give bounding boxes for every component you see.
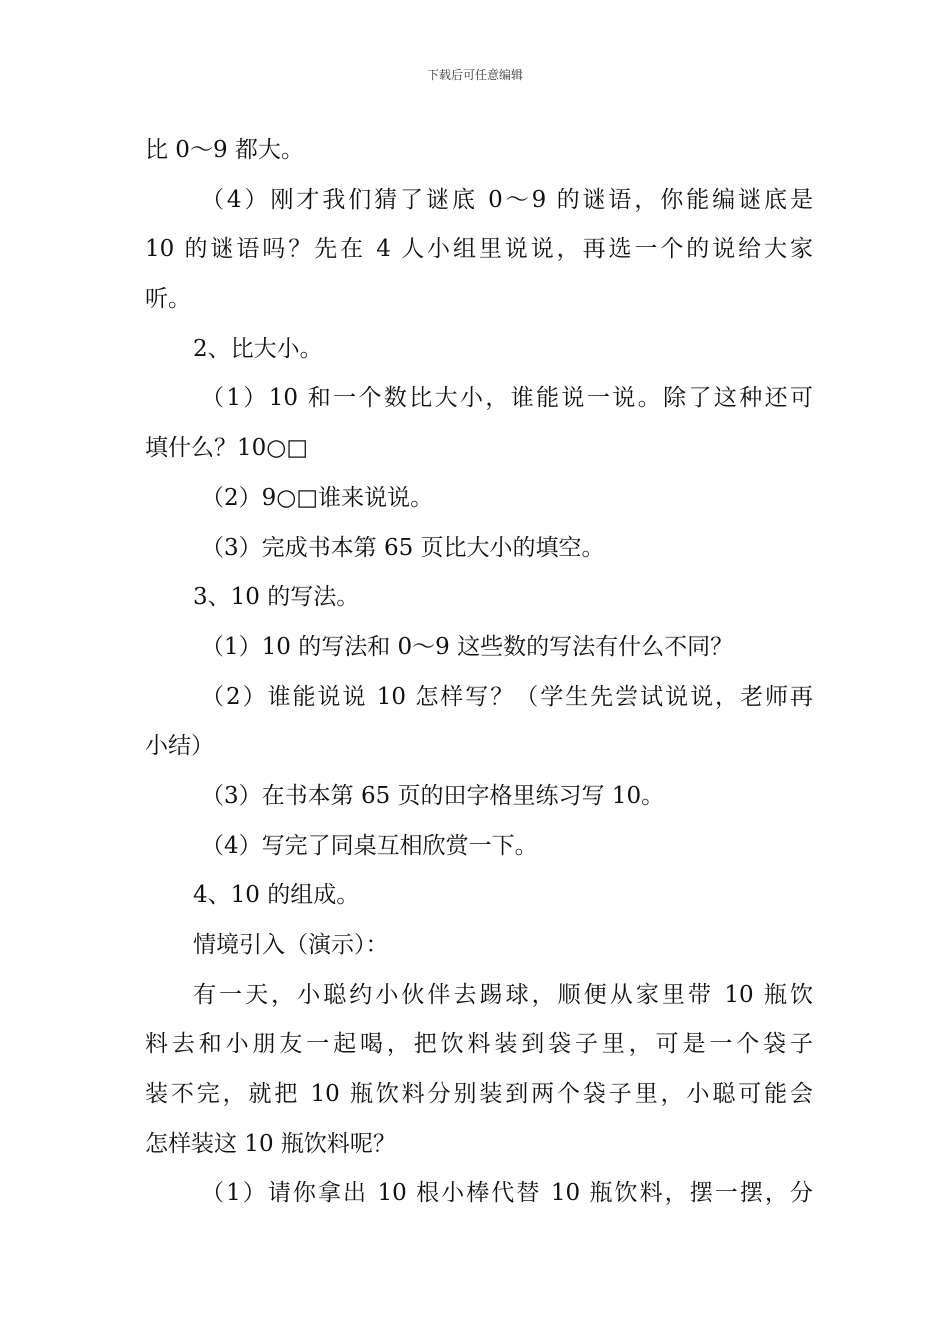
text-line: （1）10 和一个数比大小，谁能说一说。除了这种还可 [201,385,813,412]
text-line: （4）写完了同桌互相欣赏一下。 [201,832,538,859]
section-heading: 4、10 的组成。 [193,882,360,909]
text-line: 有一天，小聪约小伙伴去踢球，顺便从家里带 10 瓶饮 [193,981,813,1008]
text-line: （3）完成书本第 65 页比大小的填空。 [201,534,605,561]
text-line: 听。 [145,286,191,313]
section-heading: 3、10 的写法。 [193,584,360,611]
text-line: （3）在书本第 65 页的田字格里练习写 10。 [201,782,665,809]
text-line: 小结） [145,733,214,760]
text-line: （2）9○□谁来说说。 [201,484,434,511]
text-line: 怎样装这 10 瓶饮料呢？ [145,1130,396,1157]
text-line: （4）刚才我们猜了谜底 0～9 的谜语，你能编谜底是 [201,186,813,213]
text-line: 10 的谜语吗？先在 4 人小组里说说，再选一个的说给大家 [145,236,813,263]
text-line: （1）10 的写法和 0～9 这些数的写法有什么不同？ [201,633,734,660]
section-heading: 2、比大小。 [193,335,323,362]
text-line: 装不完，就把 10 瓶饮料分别装到两个袋子里，小聪可能会 [145,1081,813,1108]
text-line: 填什么？10○□ [145,435,309,462]
document-body [145,126,813,1219]
text-line: 情境引入（演示）： [193,932,389,958]
text-line: （1）请你拿出 10 根小棒代替 10 瓶饮料，摆一摆，分 [201,1180,813,1207]
text-line: 比 0～9 都大。 [145,137,304,163]
text-line: （2）谁能说说 10 怎样写？（学生先尝试说说，老师再 [201,683,813,710]
text-line: 料去和小朋友一起喝，把饮料装到袋子里，可是一个袋子 [145,1031,813,1058]
page-header: 下载后可任意编辑 [426,68,523,82]
